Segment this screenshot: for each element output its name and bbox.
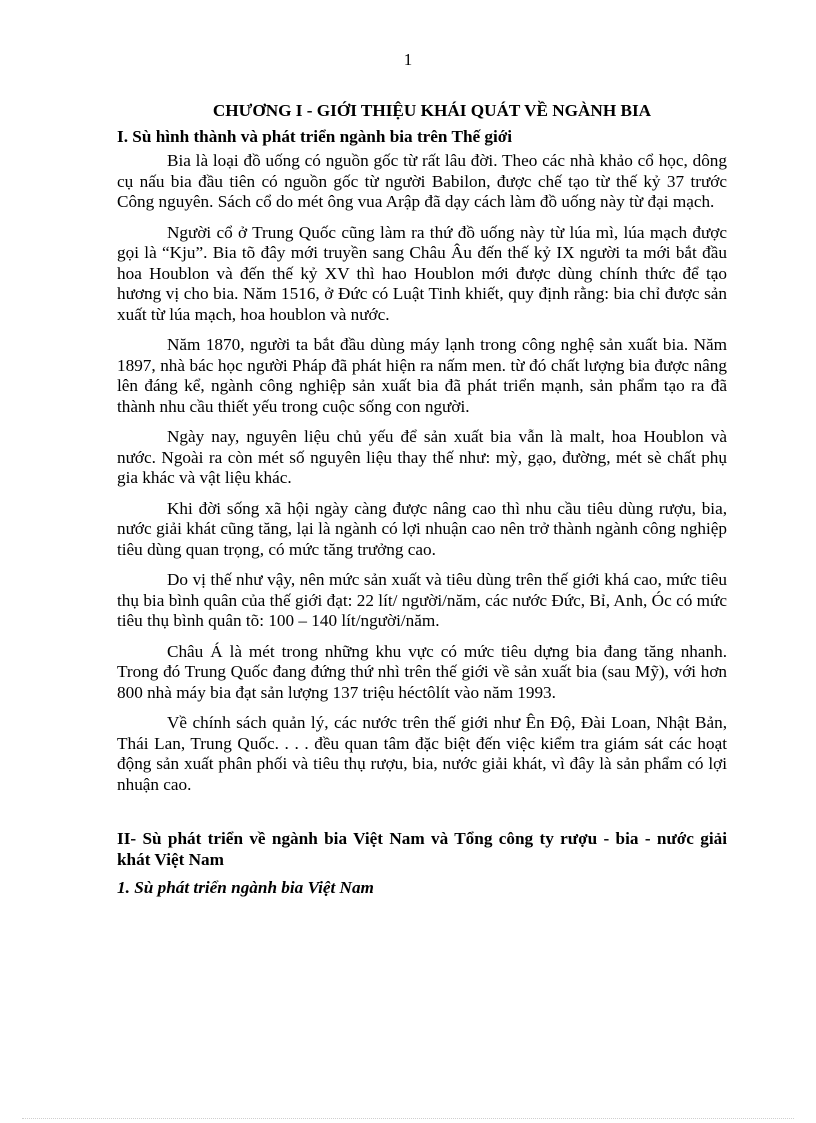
section-heading-1: I. Sù hình thành và phát triển ngành bia trên Thế giới [117,126,513,146]
paragraph: Về chính sách quản lý, các nước trên thế giới như Ên Độ, Đài Loan, Nhật Bản, Thái Lan, Trung Quốc. . . . đều quan tâm đặc biệt đến việc kiểm tra giám sát các hoạt động sản xuất phân phối và tiêu thụ rượu, bia, nước giải khát, vì đây là sản phẩm có lợi nhuận cao. [117,713,727,794]
page-number: 1 [403,50,413,69]
paragraph: Năm 1870, người ta bắt đầu dùng máy lạnh trong công nghệ sản xuất bia. Năm 1897, nhà bác học người Pháp đã phát hiện ra nấm men. từ đó chất lượng bia được nâng lên đáng kể, ngành công nghiệp sản xuất bia đã phát triển mạnh, sản phẩm tạo ra đã thành nhu cầu thiết yếu trong cuộc sống con người. [117,335,727,416]
chapter-title: CHƯƠNG I - GIỚI THIỆU KHÁI QUÁT VỀ NGÀNH BIA [212,101,652,120]
paragraph: Do vị thế như vậy, nên mức sản xuất và tiêu dùng trên thế giới khá cao, mức tiêu thụ bia bình quân của thế giới đạt: 22 lít/ người/năm, các nước Đức, Bỉ, Anh, Óc có mức tiêu thụ bình quân tõ: 100 – 140 lít/người/năm. [117,570,727,630]
paragraph: Bia là loại đồ uống có nguồn gốc từ rất lâu đời. Theo các nhà khảo cổ học, dông cụ nấu bia đầu tiên có nguồn gốc từ người Babilon, được chế tạo từ thế kỷ 37 trước Công nguyên. Sách cổ do mét ông vua Arập đã dạy cách làm đồ uống này từ đại mạch. [117,151,727,211]
subsection-heading: 1. Sù phát triển ngành bia Việt Nam [117,878,374,897]
paragraph: Khi đời sống xã hội ngày càng được nâng cao thì nhu cầu tiêu dùng rượu, bia, nước giải khát cũng tăng, lại là ngành có lợi nhuận cao nên trở thành ngành công nghiệp tiêu dùng quan trọng, có mức tăng trưởng cao. [117,498,727,559]
section-heading-2: II- Sù phát triển về ngành bia Việt Nam và Tổng công ty rượu - bia - nước giải khát Việt Nam [117,829,727,869]
paragraph: Ngày nay, nguyên liệu chủ yếu để sản xuất bia vẫn là malt, hoa Houblon và nước. Ngoài ra còn mét số nguyên liệu thay thế như: mỳ, gạo, đường, mét sè chất phụ gia khác và vật liệu khác. [117,427,727,487]
paragraph: Châu Á là mét trong những khu vực có mức tiêu dựng bia đang tăng nhanh. Trong đó Trung Quốc đang đứng thứ nhì trên thế giới về sản xuất bia (sau Mỹ), với hơn 800 nhà máy bia đạt sản lượng 137 triệu héctôlít vào năm 1993. [117,641,727,702]
paragraph: Người cổ ở Trung Quốc cũng làm ra thứ đồ uống này từ lúa mì, lúa mạch được gọi là “Kju”. Bia tõ đây mới truyền sang Châu Âu đến thế kỷ IX người ta mới bắt đầu hoa Houblon và đến thế kỷ XV thì hao Houblon mới được dùng chính thức để tạo hương vị cho bia. Năm 1516, ở Đức có Luật Tinh khiết, quy định rằng: bia chỉ được sản xuất từ lúa mạch, hoa houblon và nước. [117,222,727,324]
page-content [117,101,727,899]
page-bottom-divider [22,1118,794,1119]
